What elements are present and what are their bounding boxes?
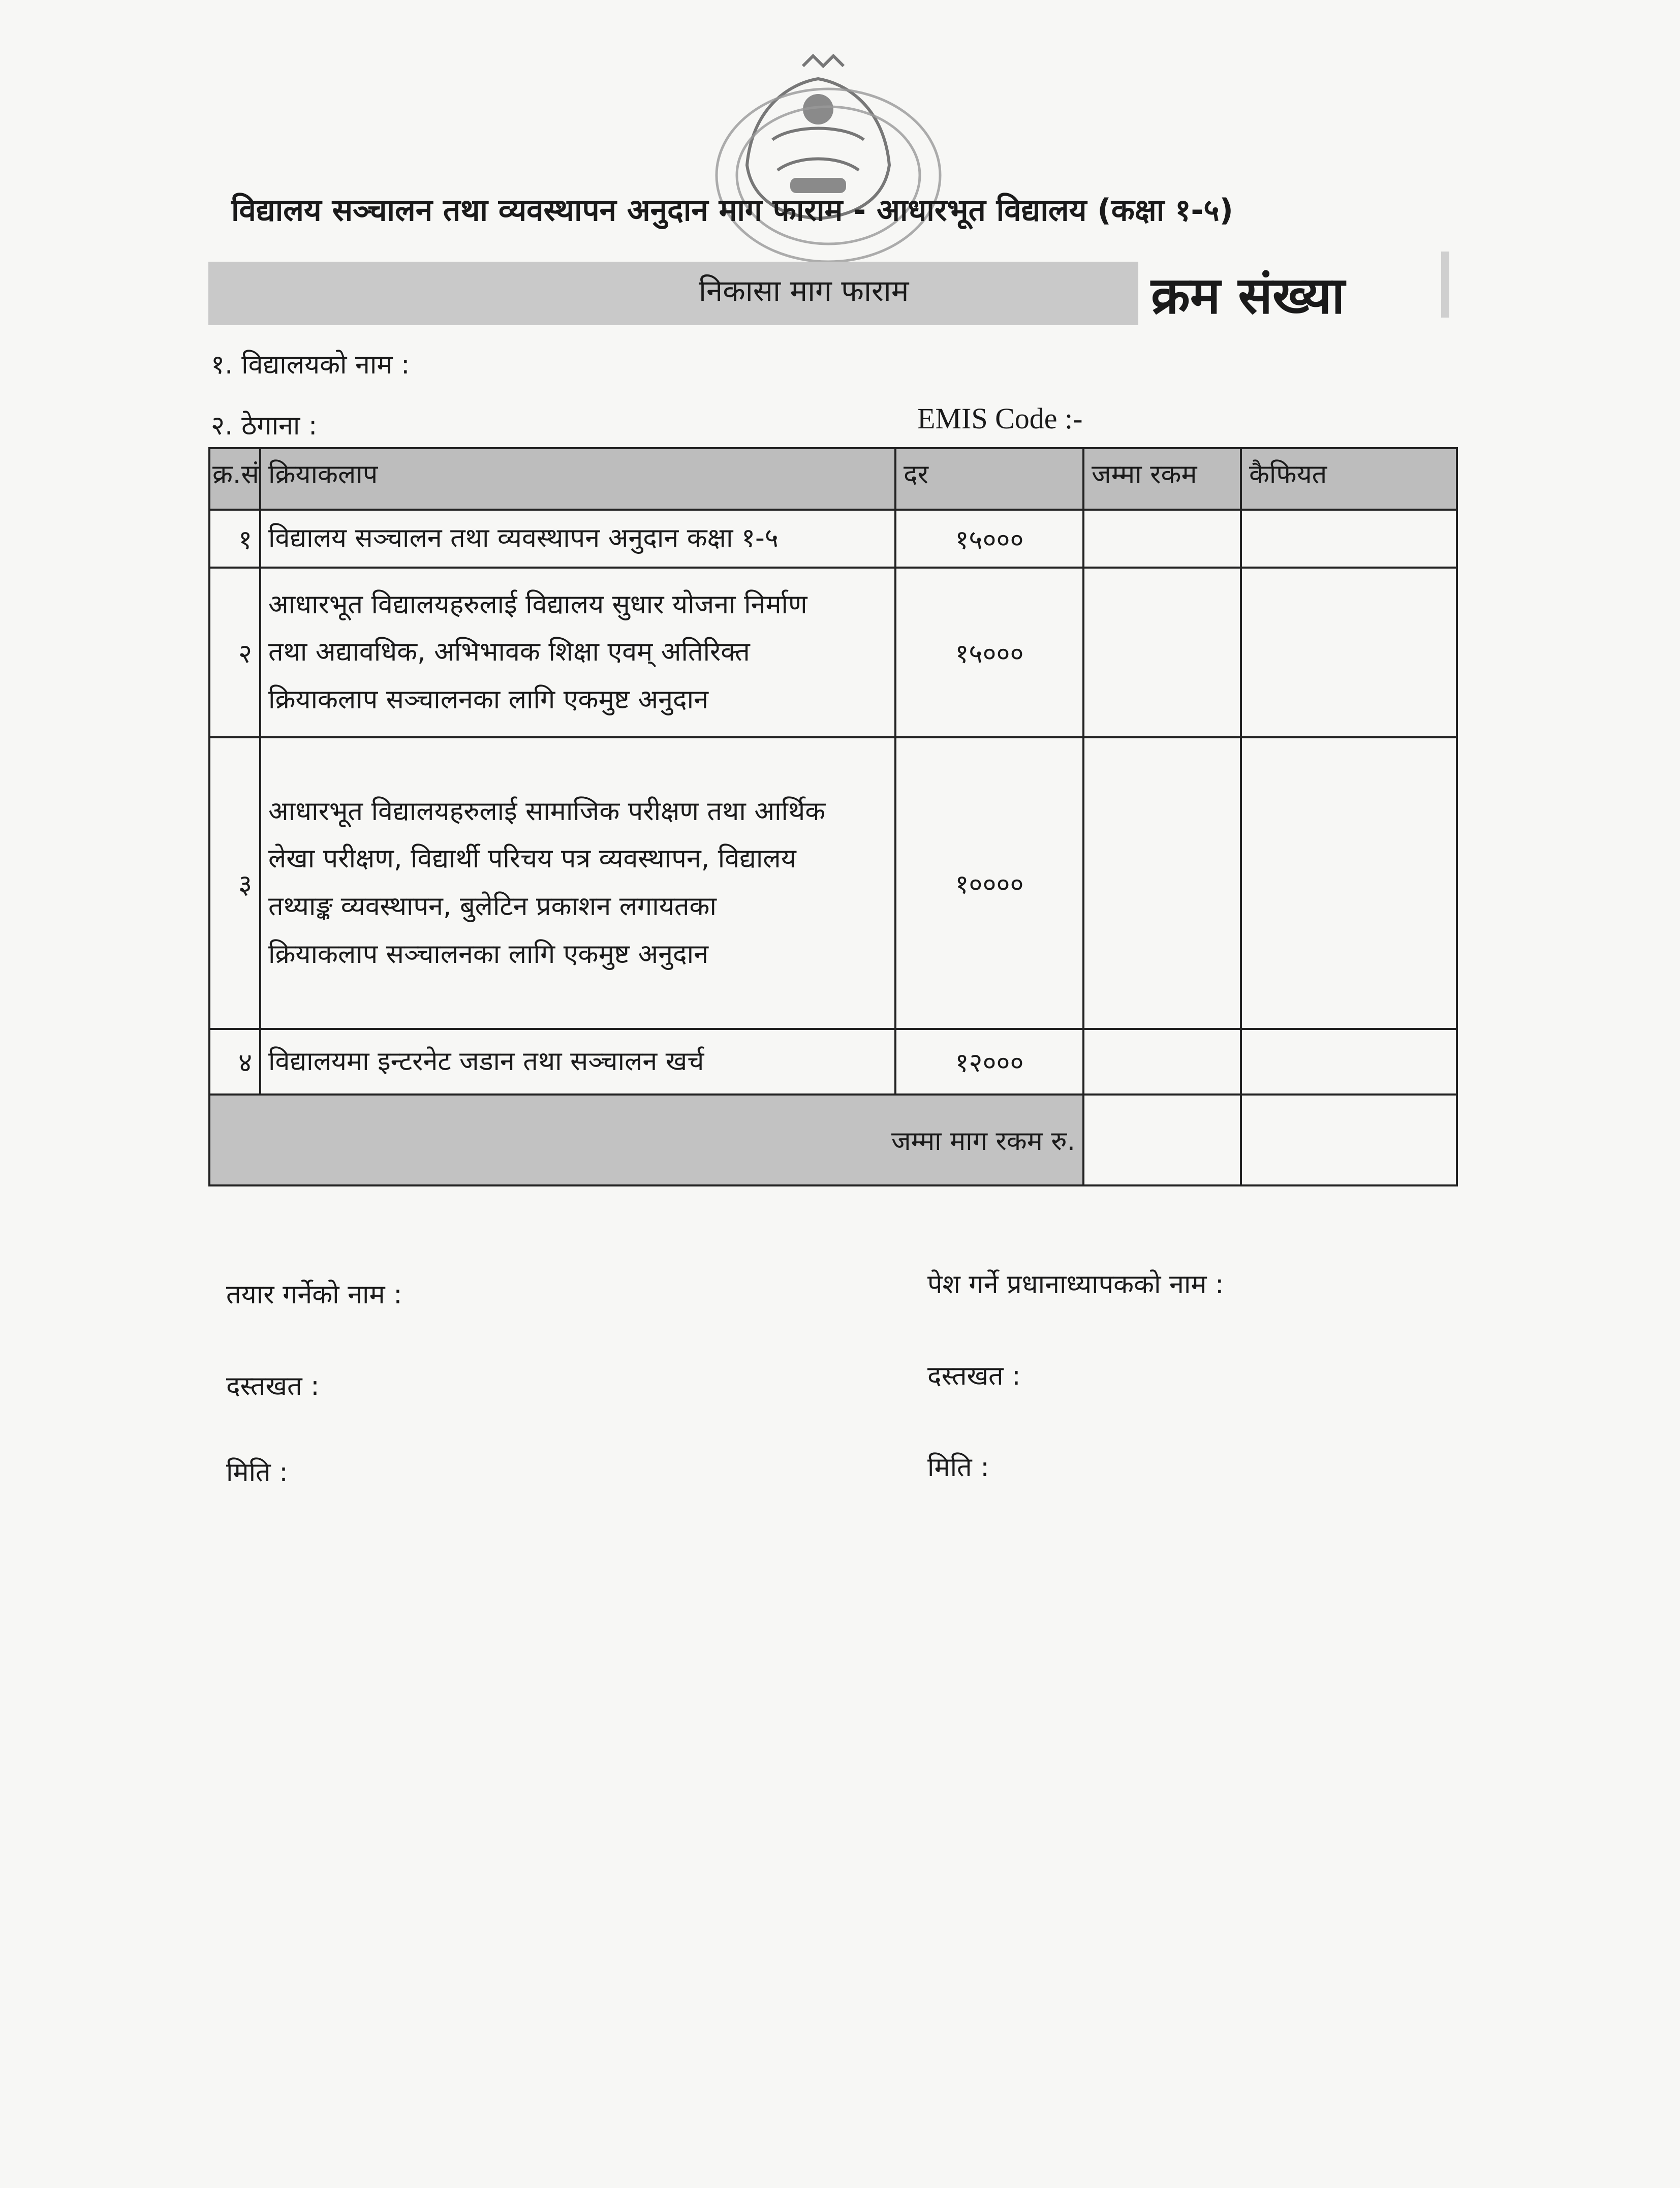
address-field[interactable]: २. ठेगाना :	[211, 411, 318, 441]
activity-line: आधारभूत विद्यालयहरुलाई विद्यालय सुधार योजना निर्माण	[268, 589, 807, 620]
activity-line: लेखा परीक्षण, विद्यार्थी परिचय पत्र व्यवस्थापन, विद्यालय	[268, 843, 796, 874]
serial-number-label: क्रम संख्या	[1151, 266, 1345, 325]
row-remarks-cell[interactable]	[1241, 510, 1457, 568]
activity-line: तथा अद्यावधिक, अभिभावक शिक्षा एवम् अतिरिक्त	[268, 637, 750, 668]
prepared-by-signature-field[interactable]: दस्तखत :	[226, 1371, 320, 1401]
grant-request-table	[208, 447, 1458, 1186]
row-total-amount-cell[interactable]	[1083, 568, 1241, 737]
row-activity	[260, 568, 895, 737]
row-remarks-cell[interactable]	[1241, 568, 1457, 737]
table-row	[209, 737, 1457, 1029]
row-rate: १५०००	[895, 568, 1083, 737]
row-activity	[260, 737, 895, 1029]
activity-line: क्रियाकलाप सञ्चालनका लागि एकमुष्ट अनुदान	[268, 939, 708, 970]
row-activity	[260, 510, 895, 568]
table-row	[209, 568, 1457, 737]
prepared-by-name-field[interactable]: तयार गर्नेको नाम :	[226, 1279, 402, 1310]
row-rate: १००००	[895, 737, 1083, 1029]
serial-number-box-edge	[1441, 252, 1449, 318]
activity-line: विद्यालयमा इन्टरनेट जडान तथा सञ्चालन खर्च	[268, 1046, 704, 1077]
row-serial: ३	[209, 737, 260, 1029]
headteacher-name-field[interactable]: पेश गर्ने प्रधानाध्यापकको नाम :	[927, 1269, 1224, 1300]
header-activity: क्रियाकलाप	[260, 448, 895, 510]
school-name-field[interactable]: १. विद्यालयको नाम :	[211, 350, 410, 380]
prepared-by-date-field[interactable]: मिति :	[226, 1457, 288, 1488]
government-emblem-seal	[676, 48, 960, 287]
header-serial: क्र.सं	[209, 448, 260, 510]
banner-title: निकासा माग फाराम	[699, 273, 909, 308]
headteacher-date-field[interactable]: मिति :	[927, 1452, 989, 1483]
headteacher-signature-field[interactable]: दस्तखत :	[927, 1361, 1021, 1391]
emis-code-field[interactable]: EMIS Code :-	[917, 402, 1083, 435]
banner-band	[208, 262, 1138, 325]
total-request-label: जम्मा माग रकम रु.	[209, 1095, 1083, 1185]
activity-line: विद्यालय सञ्चालन तथा व्यवस्थापन अनुदान कक्षा १-५	[268, 523, 779, 554]
total-row	[209, 1095, 1457, 1185]
activity-line: आधारभूत विद्यालयहरुलाई सामाजिक परीक्षण तथा आर्थिक	[268, 796, 826, 827]
total-remarks-cell[interactable]	[1241, 1095, 1457, 1185]
table-header-row	[209, 448, 1457, 510]
row-rate: १२०००	[895, 1029, 1083, 1095]
row-serial: १	[209, 510, 260, 568]
table-row	[209, 1029, 1457, 1095]
header-rate: दर	[895, 448, 1083, 510]
row-remarks-cell[interactable]	[1241, 737, 1457, 1029]
header-remarks: कैफियत	[1241, 448, 1457, 510]
table-row	[209, 510, 1457, 568]
row-total-amount-cell[interactable]	[1083, 1029, 1241, 1095]
row-serial: ४	[209, 1029, 260, 1095]
activity-line: क्रियाकलाप सञ्चालनका लागि एकमुष्ट अनुदान	[268, 684, 708, 715]
row-remarks-cell[interactable]	[1241, 1029, 1457, 1095]
row-serial: २	[209, 568, 260, 737]
row-total-amount-cell[interactable]	[1083, 510, 1241, 568]
header-total-amount: जम्मा रकम	[1083, 448, 1241, 510]
row-total-amount-cell[interactable]	[1083, 737, 1241, 1029]
row-rate: १५०००	[895, 510, 1083, 568]
row-activity	[260, 1029, 895, 1095]
activity-line: तथ्याङ्क व्यवस्थापन, बुलेटिन प्रकाशन लगायतका	[268, 891, 717, 922]
form-title: विद्यालय सञ्चालन तथा व्यवस्थापन अनुदान माग फाराम - आधारभूत विद्यालय (कक्षा १-५)	[231, 193, 1233, 228]
total-amount-cell[interactable]	[1083, 1095, 1241, 1185]
